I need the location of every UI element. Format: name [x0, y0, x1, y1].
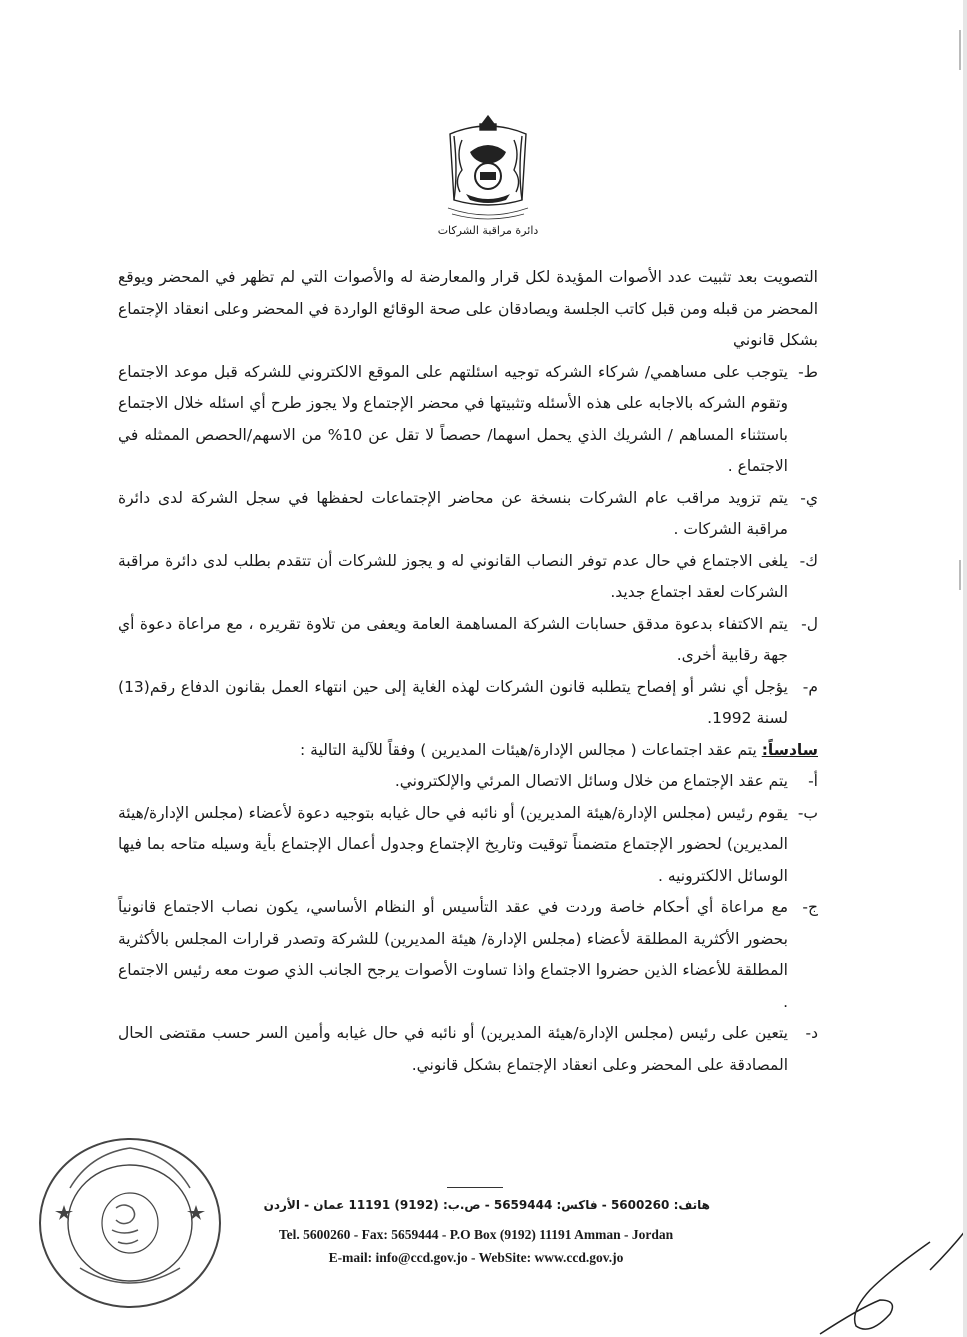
- section-six-list: [118, 766, 818, 1081]
- list-item: [118, 1018, 818, 1081]
- department-name: دائرة مراقبة الشركات: [437, 224, 539, 237]
- section-six-text: يتم عقد اجتماعات ( مجالس الإدارة/هيئات المديرين ) وفقاً للآلية التالية :: [300, 740, 757, 759]
- footer-english-contact: Tel. 5600260 - Fax: 5659444 - P.O Box (9192) 11191 Amman - Jordan: [278, 1227, 674, 1242]
- footer-email-website: E-mail: info@ccd.gov.jo - WebSite: www.ccd.gov.jo: [328, 1250, 624, 1265]
- item-text: يتم تزويد مراقب عام الشركات بنسخة عن محاضر الإجتماعات لحفظها في سجل الشركة لدى دائرة مراقبة الشركات .: [118, 488, 788, 538]
- item-marker: ب-: [797, 803, 818, 822]
- signature-icon: [780, 1230, 967, 1337]
- item-text: يتعين على رئيس (مجلس الإدارة/هيئة المديرين) أو نائبه في حال غيابه وأمين السر حسب مقتضى الحال المصادقة على المحضر وعلى انعقاد الإجتماع بشكل قانوني.: [118, 1024, 788, 1074]
- item-marker: ط-: [798, 362, 818, 381]
- item-text: يلغى الاجتماع في حال عدم توفر النصاب القانوني له و يجوز للشركات أن تتقدم بطلب لدى دائرة مراقبة الشركات لعقد اجتماع جديد.: [118, 551, 788, 601]
- footer-arabic-contact: هاتف: 5600260 - فاكس: 5659444 - ص.ب: (9192) 11191 عمان - الأردن: [263, 1198, 710, 1212]
- item-marker: ج-: [802, 898, 818, 916]
- list-item: [118, 892, 818, 1018]
- item-text: يؤجل أي نشر أو إفصاح يتطلبه قانون الشركات لهذه الغاية إلى حين انتهاء العمل بقانون الدفاع رقم(13) لسنة 1992.: [118, 677, 788, 727]
- item-marker: ي-: [800, 488, 818, 507]
- footer-divider: [447, 1187, 503, 1188]
- list-item: [118, 609, 818, 672]
- item-text: يتوجب على مساهمي/ شركاء الشركه توجيه اسئلتهم على الموقع الالكتروني للشركه قبل موعد الاجتماع وتقوم الشركه بالاجابه على هذه الأسئله وتثبيتها في محضر الإجتماع ولا يجوز طرح أي اسئله خلال الاجتماع باستثناء المساهم / الشريك الذي يحمل اسهما/ حصصاً لا تقل عن 10% من الاسهم/الحصص الممثله في الاجتماع .: [118, 362, 788, 475]
- list-item: [118, 672, 818, 735]
- item-text: يتم الاكتفاء بدعوة مدقق حسابات الشركة المساهمة العامة ويعفى من تلاوة تقريره ، مع مراعاة دعوة أي جهة رقابية أخرى.: [118, 614, 788, 664]
- item-marker: ك-: [799, 551, 818, 570]
- jordan-coat-of-arms-icon: [440, 112, 536, 222]
- list-item: [118, 357, 818, 483]
- list-item: [118, 483, 818, 546]
- intro-paragraph: التصويت بعد تثبيت عدد الأصوات المؤيدة لكل قرار والمعارضة له والأصوات التي لم تظهر في المحضر ويوقع المحضر من قبله ومن قبل كاتب الجلسة ويصادقان على صحة الوقائع الواردة في المحضر وعلى انعقاد الإجتماع بشكل قانوني: [118, 268, 818, 349]
- section-six-heading: [118, 735, 818, 767]
- item-text: يقوم رئيس (مجلس الإدارة/هيئة المديرين) أو نائبه في حال غيابه بتوجيه دعوة لأعضاء (مجلس الإدارة/هيئة المديرين) لحضور الإجتماع متضمناً توقيت وتاريخ الإجتماع وجدول أعمال الإجتماع بأية وسيله متاحه بما فيها الوسائل الالكترونيه .: [118, 803, 788, 885]
- official-stamp-icon: [30, 1128, 235, 1318]
- item-marker: ل-: [801, 614, 818, 633]
- document-body: [118, 262, 818, 1081]
- item-marker: د-: [805, 1024, 818, 1042]
- list-item: [118, 546, 818, 609]
- item-marker: أ-: [808, 772, 818, 790]
- list-item: [118, 766, 818, 798]
- item-text: مع مراعاة أي أحكام خاصة وردت في عقد التأسيس أو النظام الأساسي، يكون نصاب الاجتماع قانونياً بحضور الأكثرية المطلقة لأعضاء (مجلس الإدارة/ هيئة المديرين) للشركة وتصدر قرارات المجلس بالأكثرية المطلقة للأعضاء الذين حضروا الاجتماع واذا تساوت الأصوات يرجح الجانب الذي صوت معه رئيس الاجتماع .: [118, 898, 788, 1011]
- section-six-lead: سادساً:: [761, 740, 818, 759]
- scan-edge-shadow: [953, 0, 967, 1337]
- item-marker: م-: [802, 677, 818, 696]
- item-text: يتم عقد الإجتماع من خلال وسائل الاتصال المرئي والإلكتروني.: [394, 772, 788, 790]
- list-item: [118, 798, 818, 893]
